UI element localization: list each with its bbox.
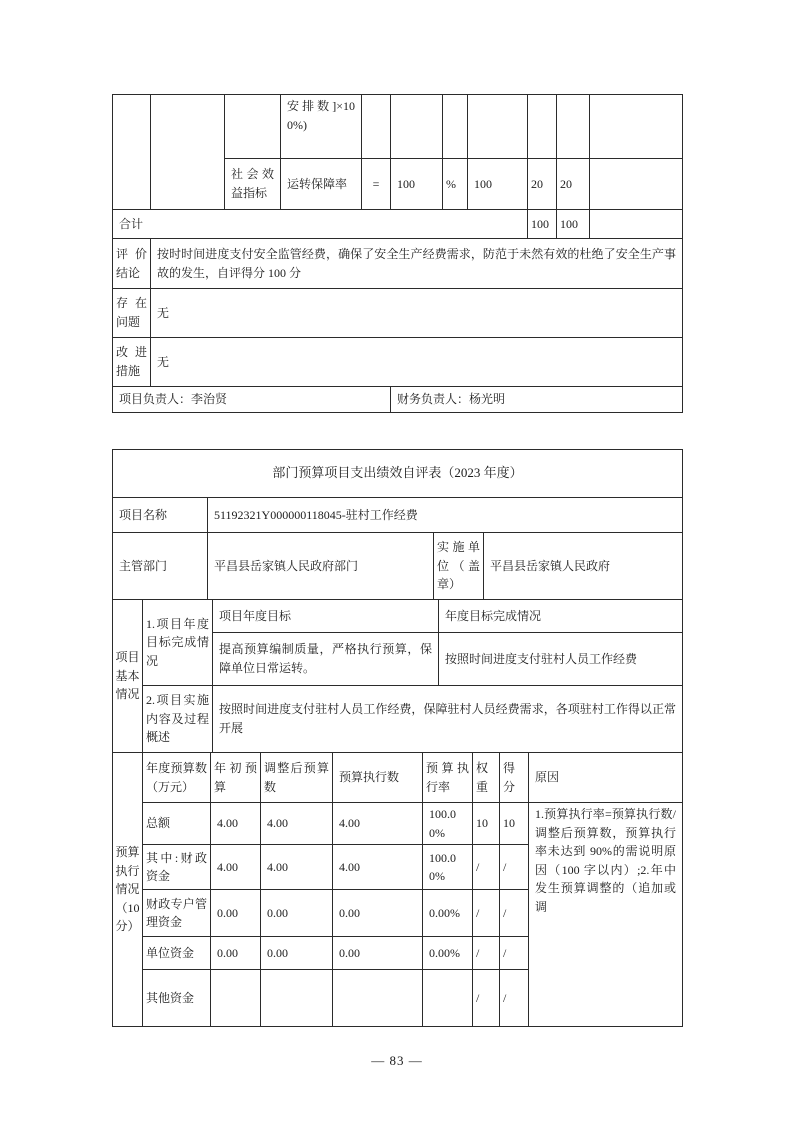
improvements-label: 改进措施 <box>113 338 151 387</box>
table-gap <box>112 413 682 449</box>
indicator-target-value: 100 <box>391 159 443 210</box>
budget-execution-section <box>112 752 683 1027</box>
empty-cell <box>443 95 468 159</box>
empty-cell <box>528 95 557 159</box>
improvements-text: 无 <box>151 338 683 387</box>
budget-score: 10 <box>500 803 529 845</box>
budget-adjusted: 4.00 <box>261 845 333 890</box>
annual-goal-header: 项目年度目标 <box>213 600 439 633</box>
budget-header-weight: 权重 <box>473 753 500 803</box>
budget-weight: / <box>473 937 500 970</box>
empty-cell <box>590 210 683 239</box>
indicator-unit: % <box>443 159 468 210</box>
budget-initial: 4.00 <box>211 845 261 890</box>
total-label: 合计 <box>113 210 528 239</box>
budget-executed: 4.00 <box>333 845 423 890</box>
budget-header-rate: 预算执行率 <box>423 753 473 803</box>
basic-info-section <box>112 599 683 753</box>
empty-cell <box>151 95 225 210</box>
budget-header-score: 得分 <box>500 753 529 803</box>
budget-initial <box>211 970 261 1027</box>
annual-goal-text: 提高预算编制质量，严格执行预算，保障单位日常运转。 <box>213 633 439 686</box>
budget-executed: 0.00 <box>333 890 423 937</box>
budget-rate: 0.00% <box>423 937 473 970</box>
implementation-label: 2.项目实施内容及过程概述 <box>143 686 213 753</box>
indicator-name: 运转保障率 <box>281 159 362 210</box>
basic-info-section-label: 项目基本情况 <box>113 600 143 753</box>
department-value: 平昌县岳家镇人民政府部门 <box>208 533 434 600</box>
budget-executed: 0.00 <box>333 937 423 970</box>
budget-header-adjusted: 调整后预算数 <box>261 753 333 803</box>
budget-adjusted: 0.00 <box>261 890 333 937</box>
page-number: — 83 — <box>371 1053 423 1069</box>
empty-cell <box>590 95 683 159</box>
budget-row-label: 其中:财政资金 <box>143 845 211 890</box>
budget-row-label: 单位资金 <box>143 937 211 970</box>
implementer-label: 实施单位（盖章） <box>434 533 484 600</box>
budget-weight: / <box>473 890 500 937</box>
budget-header-reason: 原因 <box>529 753 683 803</box>
empty-cell <box>557 95 590 159</box>
budget-initial: 4.00 <box>211 803 261 845</box>
budget-initial: 0.00 <box>211 890 261 937</box>
evaluation-table-continuation <box>112 94 683 413</box>
implementation-text: 按照时间进度支付驻村人员工作经费，保障驻村人员经费需求，各项驻村工作得以正常开展 <box>213 686 683 753</box>
empty-cell <box>113 95 151 210</box>
empty-cell <box>225 95 281 159</box>
budget-weight: / <box>473 845 500 890</box>
budget-section-label: 预算执行情况（10分） <box>113 753 143 1027</box>
implementer-value: 平昌县岳家镇人民政府 <box>484 533 683 600</box>
project-manager-signature: 项目负责人：李治贤 <box>113 387 391 413</box>
problems-label: 存在问题 <box>113 289 151 338</box>
project-name-label: 项目名称 <box>113 498 208 533</box>
budget-adjusted: 4.00 <box>261 803 333 845</box>
budget-rate: 0.00% <box>423 890 473 937</box>
self-evaluation-table-header <box>112 449 683 600</box>
total-score: 100 <box>557 210 590 239</box>
budget-rate: 100.00% <box>423 803 473 845</box>
budget-header-row-label: 年度预算数（万元） <box>143 753 211 803</box>
budget-row-label: 财政专户管理资金 <box>143 890 211 937</box>
finance-manager-signature: 财务负责人：杨光明 <box>391 387 683 413</box>
budget-weight: 10 <box>473 803 500 845</box>
budget-row-label: 其他资金 <box>143 970 211 1027</box>
empty-cell <box>468 95 528 159</box>
indicator-weight: 20 <box>528 159 557 210</box>
table-title: 部门预算项目支出绩效自评表（2023 年度） <box>113 450 683 498</box>
empty-cell <box>391 95 443 159</box>
empty-cell <box>590 159 683 210</box>
conclusion-text: 按时时间进度支付安全监管经费，确保了安全生产经费需求，防范于未然有效的杜绝了安全生产事故的发生，自评得分 100 分 <box>151 239 683 289</box>
budget-score: / <box>500 970 529 1027</box>
budget-executed <box>333 970 423 1027</box>
goal-completion-text: 按照时间进度支付驻村人员工作经费 <box>439 633 683 686</box>
budget-score: / <box>500 845 529 890</box>
project-name-value: 51192321Y000000118045-驻村工作经费 <box>208 498 683 533</box>
indicator-operator: = <box>362 159 391 210</box>
indicator-category-label: 社会效益指标 <box>225 159 281 210</box>
indicator-score: 20 <box>557 159 590 210</box>
budget-score: / <box>500 937 529 970</box>
total-weight: 100 <box>528 210 557 239</box>
problems-text: 无 <box>151 289 683 338</box>
budget-rate <box>423 970 473 1027</box>
budget-score: / <box>500 890 529 937</box>
annual-goal-label: 1.项目年度目标完成情况 <box>143 600 213 686</box>
indicator-actual-value: 100 <box>468 159 528 210</box>
budget-weight: / <box>473 970 500 1027</box>
conclusion-label: 评价结论 <box>113 239 151 289</box>
budget-header-executed: 预算执行数 <box>333 753 423 803</box>
empty-cell <box>362 95 391 159</box>
department-label: 主管部门 <box>113 533 208 600</box>
budget-reason-text: 1.预算执行率=预算执行数/调整后预算数，预算执行率未达到 90%的需说明原因（100 字以内）;2.年中发生预算调整的（追加或调 <box>529 803 683 1027</box>
budget-adjusted <box>261 970 333 1027</box>
budget-rate: 100.00% <box>423 845 473 890</box>
budget-adjusted: 0.00 <box>261 937 333 970</box>
budget-executed: 4.00 <box>333 803 423 845</box>
document-content <box>112 94 682 1069</box>
goal-completion-header: 年度目标完成情况 <box>439 600 683 633</box>
budget-initial: 0.00 <box>211 937 261 970</box>
indicator-formula-continuation: 安排数]×100%) <box>281 95 362 159</box>
budget-row-label: 总额 <box>143 803 211 845</box>
budget-header-initial: 年初预算 <box>211 753 261 803</box>
